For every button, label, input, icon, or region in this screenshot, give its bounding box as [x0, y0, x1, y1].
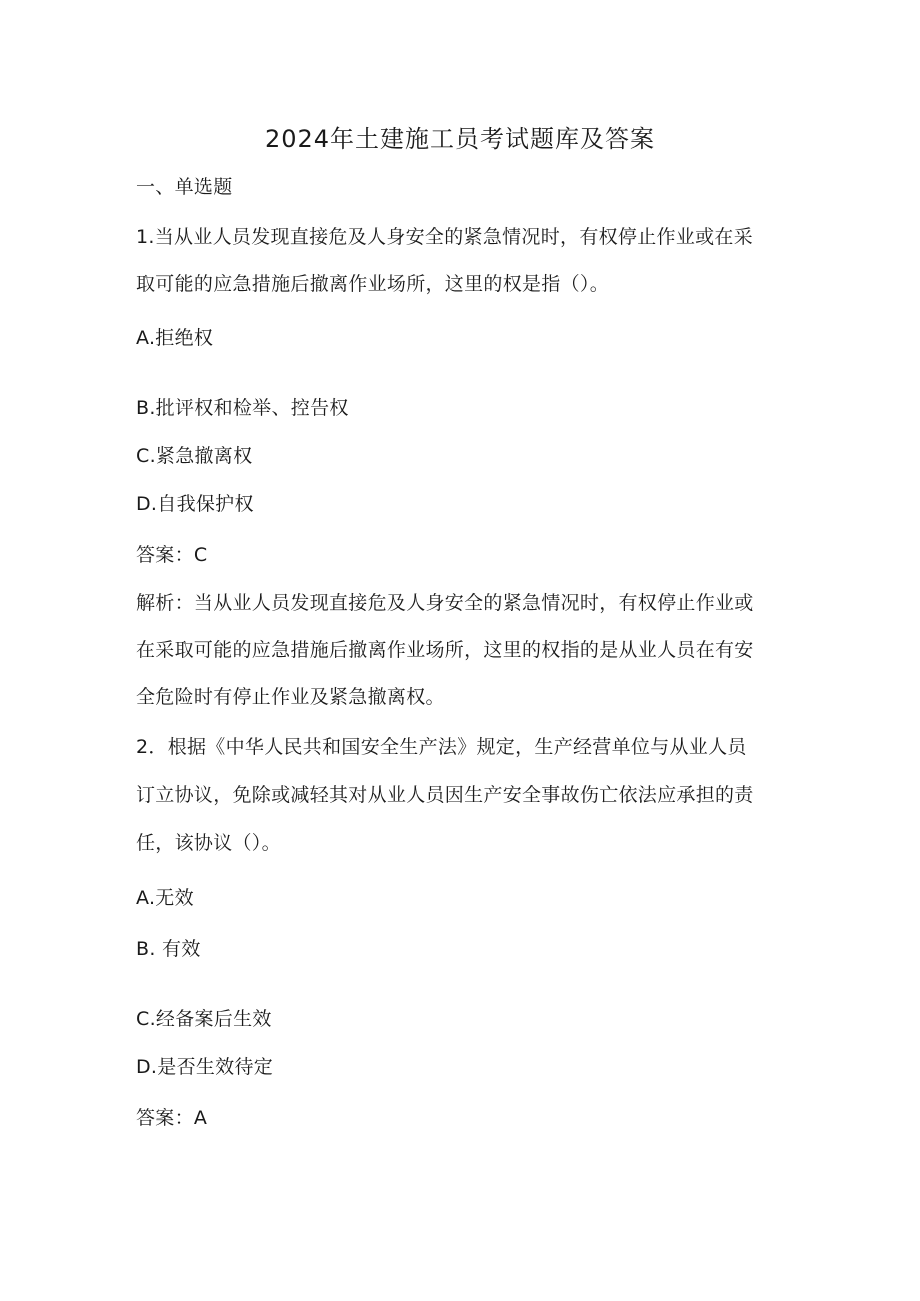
question-1-answer: 答案：C — [136, 544, 208, 566]
question-1-option-c: C.紧急撤离权 — [136, 445, 253, 467]
question-1-option-a: A.拒绝权 — [136, 327, 214, 349]
question-1-analysis-line-2: 在采取可能的应急措施后撤离作业场所，这里的权指的是从业人员在有安 — [136, 639, 754, 661]
document-title: 2024年土建施工员考试题库及答案 — [264, 125, 656, 153]
question-1-line-1: 1.当从业人员发现直接危及人身安全的紧急情况时，有权停止作业或在采 — [136, 226, 754, 248]
question-2-answer: 答案：A — [136, 1107, 208, 1129]
question-2-line-2: 订立协议，免除或减轻其对从业人员因生产安全事故伤亡依法应承担的责 — [136, 784, 754, 806]
section-heading: 一、单选题 — [136, 176, 233, 198]
question-1-option-b: B.批评权和检举、控告权 — [136, 397, 349, 419]
question-2-option-a: A.无效 — [136, 887, 194, 909]
question-2-line-1: 2．根据《中华人民共和国安全生产法》规定，生产经营单位与从业人员 — [136, 736, 747, 758]
question-1-analysis-line-1: 解析：当从业人员发现直接危及人身安全的紧急情况时，有权停止作业或 — [136, 592, 754, 614]
question-1-line-2: 取可能的应急措施后撤离作业场所，这里的权是指（）。 — [136, 273, 610, 295]
question-1-analysis-line-3: 全危险时有停止作业及紧急撤离权。 — [136, 686, 445, 708]
question-2-option-c: C.经备案后生效 — [136, 1008, 272, 1030]
question-2-option-d: D.是否生效待定 — [136, 1056, 274, 1078]
question-2-option-b: B. 有效 — [136, 938, 201, 960]
question-1-option-d: D.自我保护权 — [136, 493, 254, 515]
question-2-line-3: 任，该协议（）。 — [136, 832, 281, 854]
